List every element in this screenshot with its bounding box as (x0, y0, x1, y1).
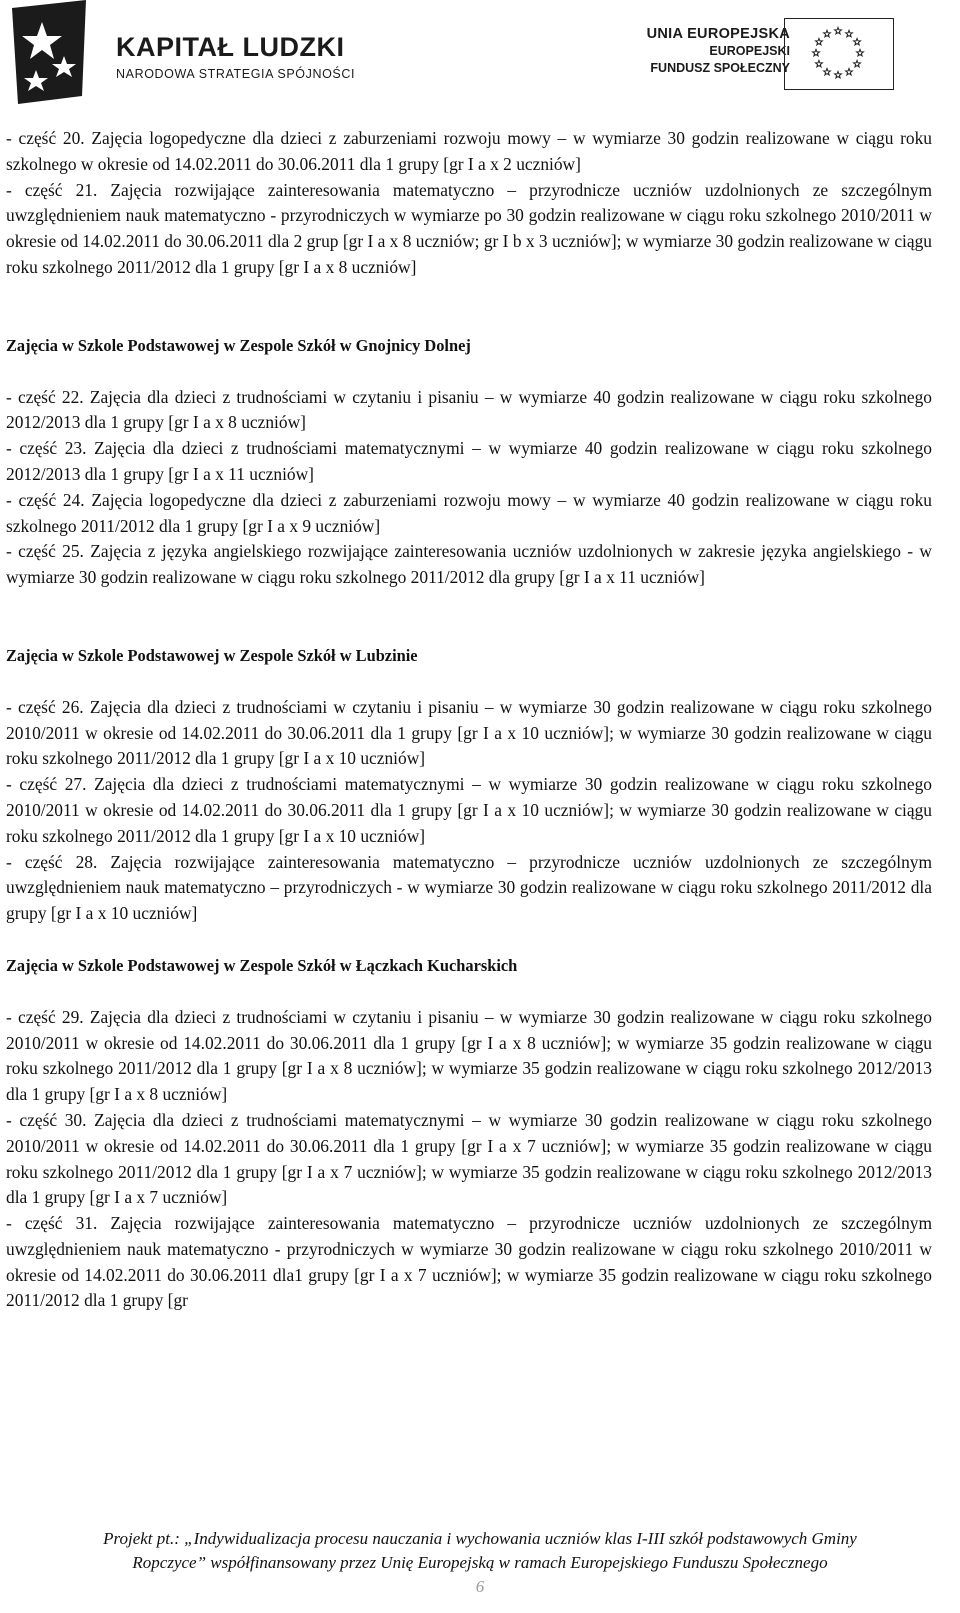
eu-star-icon (813, 49, 820, 56)
eu-star-icon (824, 68, 831, 75)
paragraph-part-20: - część 20. Zajęcia logopedyczne dla dzieci z zaburzeniami rozwoju mowy – w wymiarze 30 godzin realizowane w ciągu roku szkolnego w okresie od 14.02.2011 do 30.06.2011 dla 1 grupy [gr I a x 2 uczniów] (6, 128, 932, 174)
paragraph-part-29: - część 29. Zajęcia dla dzieci z trudnościami w czytaniu i pisaniu – w wymiarze 30 godzin realizowane w ciągu roku szkolnego 2010/2011 w okresie od 14.02.2011 do 30.06.2011 dla 1 grupy [gr I a x 8 uczniów]; w wymiarze 35 godzin realizowane w ciągu roku szkolnego 2011/2012 dla 1 grupy [gr I a x 8 uczniów]; w wymiarze 35 godzin realizowane w ciągu roku szkolnego 2012/2013 dla 1 grupy [gr I a x 8 uczniów] (6, 1006, 932, 1105)
eu-star-icon (816, 38, 823, 45)
eu-stars-icon (785, 19, 892, 88)
kapital-ludzki-title: KAPITAŁ LUDZKI (116, 32, 345, 62)
paragraph-part-31: - część 31. Zajęcia rozwijające zainteresowania matematyczno – przyrodnicze uczniów uzdolnionych ze szczególnym uwzględnieniem nauk matematyczno - przyrodniczych w wymiarze 30 godzin realizowane w ciągu roku szkolnego 2010/2011 w okresie od 14.02.2011 do 30.06.2011 dla1 grupy [gr I a x 7 uczniów]; w wymiarze 35 godzin realizowane w ciągu roku szkolnego 2011/2012 dla 1 grupy [gr (6, 1213, 932, 1311)
paragraph-part-21: - część 21. Zajęcia rozwijające zainteresowania matematyczno – przyrodnicze uczniów uzdolnionych ze szczególnym uwzględnieniem nauk matematyczno - przyrodniczych w wymiarze po 30 godzin realizowane w ciągu roku szkolnego 2010/2011 w okresie od 14.02.2011 do 30.06.2011 dla 2 grup [gr I a x 8 uczniów; gr I b x 3 uczniów]; w wymiarze 30 godzin realizowane w ciągu roku szkolnego 2011/2012 dla 1 grupy [gr I a x 8 uczniów] (6, 179, 932, 277)
document-body (6, 126, 932, 1314)
eu-star-icon (835, 27, 842, 34)
paragraph-part-23: - część 23. Zajęcia dla dzieci z trudnościami matematycznymi – w wymiarze 40 godzin realizowane w ciągu roku szkolnego 2012/2013 dla 1 grupy [gr I a x 11 uczniów] (6, 438, 932, 484)
paragraph-part-30: - część 30. Zajęcia dla dzieci z trudnościami matematycznymi – w wymiarze 30 godzin realizowane w ciągu roku szkolnego 2010/2011 w okresie od 14.02.2011 do 30.06.2011 dla 1 grupy [gr I a x 7 uczniów]; w wymiarze 35 godzin realizowane w ciągu roku szkolnego 2011/2012 dla 1 grupy [gr I a x 7 uczniów]; w wymiarze 35 godzin realizowane w ciągu roku szkolnego 2012/2013 dla 1 grupy [gr I a x 7 uczniów] (6, 1109, 932, 1208)
eu-line2: EUROPEJSKI (709, 44, 790, 58)
page-number: 6 (475, 1577, 485, 1596)
section-heading-laczki: Zajęcia w Szkole Podstawowej w Zespole Szkół w Łączkach Kucharskich (6, 955, 518, 975)
eu-logo (640, 18, 940, 98)
eu-star-icon (857, 49, 864, 56)
paragraph-part-26: - część 26. Zajęcia dla dzieci z trudnościami w czytaniu i pisaniu – w wymiarze 30 godzin realizowane w ciągu roku szkolnego 2010/2011 w okresie od 14.02.2011 do 30.06.2011 dla 1 grupy [gr I a x 10 uczniów]; w wymiarze 30 godzin realizowane w ciągu roku szkolnego 2011/2012 dla 1 grupy [gr I a x 10 uczniów] (6, 696, 932, 769)
section-heading-gnojnica: Zajęcia w Szkole Podstawowej w Zespole Szkół w Gnojnicy Dolnej (6, 335, 471, 355)
paragraph-part-28: - część 28. Zajęcia rozwijające zainteresowania matematyczno – przyrodnicze uczniów uzdolnionych ze szczególnym uwzględnieniem nauk matematyczno – przyrodniczych - w wymiarze 30 godzin realizowane w ciągu roku szkolnego 2011/2012 dla grupy [gr I a x 10 uczniów] (6, 851, 932, 924)
section-heading-lubzina: Zajęcia w Szkole Podstawowej w Zespole Szkół w Lubzinie (6, 645, 418, 665)
eu-star-icon (854, 60, 861, 67)
paragraph-part-24: - część 24. Zajęcia logopedyczne dla dzieci z zaburzeniami rozwoju mowy – w wymiarze 40 godzin realizowane w ciągu roku szkolnego 2011/2012 dla 1 grupy [gr I a x 9 uczniów] (6, 489, 932, 536)
eu-star-icon (846, 30, 853, 37)
eu-text (647, 26, 790, 77)
eu-star-icon (824, 30, 831, 37)
page-header (0, 0, 960, 120)
paragraph-part-22: - część 22. Zajęcia dla dzieci z trudnościami w czytaniu i pisaniu – w wymiarze 40 godzin realizowane w ciągu roku szkolnego 2012/2013 dla 1 grupy [gr I a x 8 uczniów] (6, 386, 932, 433)
paragraph-part-25: - część 25. Zajęcia z języka angielskiego rozwijające zainteresowania uczniów uzdolnionych w zakresie języka angielskiego - w wymiarze 30 godzin realizowane w ciągu roku szkolnego 2011/2012 dla grupy [gr I a x 11 uczniów] (6, 541, 932, 588)
eu-line3: FUNDUSZ SPOŁECZNY (650, 61, 790, 75)
page-footer (0, 1527, 960, 1575)
paragraph-part-27: - część 27. Zajęcia dla dzieci z trudnościami matematycznymi – w wymiarze 30 godzin realizowane w ciągu roku szkolnego 2010/2011 w okresie od 14.02.2011 do 30.06.2011 dla 1 grupy [gr I a x 10 uczniów]; w wymiarze 30 godzin realizowane w ciągu roku szkolnego 2011/2012 dla 1 grupy [gr I a x 10 uczniów] (6, 774, 932, 846)
eu-star-icon (854, 38, 861, 45)
kapital-ludzki-subtitle: NARODOWA STRATEGIA SPÓJNOŚCI (116, 67, 356, 81)
kapital-ludzki-logo (6, 0, 366, 108)
eu-flag-icon (784, 18, 894, 90)
kapital-ludzki-emblem-icon (6, 0, 106, 108)
footer-line2: Ropczyce” współfinansowany przez Unię Europejską w ramach Europejskiego Funduszu Społecznego (132, 1553, 828, 1572)
eu-star-icon (846, 68, 853, 75)
eu-star-icon (835, 71, 842, 78)
footer-line1: Projekt pt.: „Indywidualizacja procesu nauczania i wychowania uczniów klas I-III szkół podstawowych Gminy (103, 1529, 857, 1548)
eu-line1: UNIA EUROPEJSKA (646, 26, 790, 42)
eu-star-icon (816, 60, 823, 67)
